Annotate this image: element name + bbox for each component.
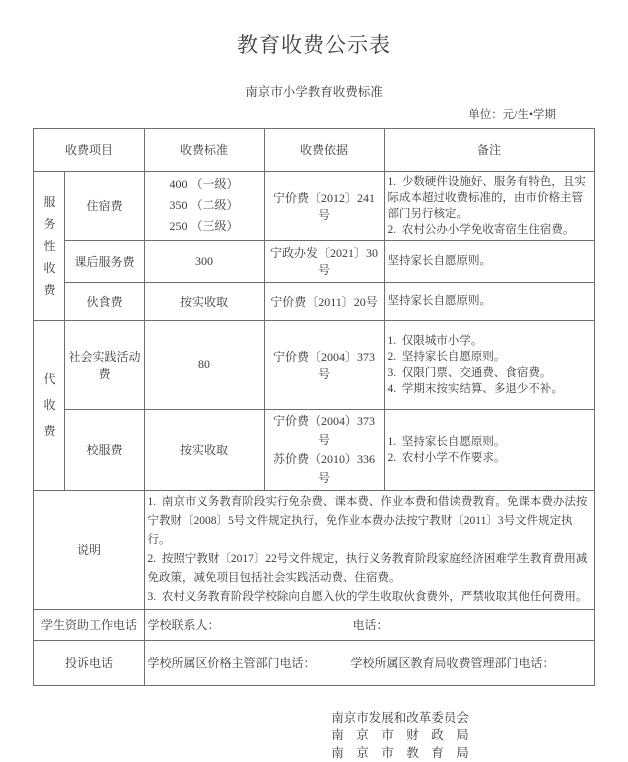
fee-standard-uniform: 按实收取 — [144, 409, 264, 490]
fee-standard-meal: 按实收取 — [144, 282, 264, 320]
fee-basis-meal: 宁价费〔2011〕20号 — [264, 282, 384, 320]
remark-line: 3. 仅限门票、交通费、食宿费。 — [387, 366, 552, 379]
remark-line: 2. 坚持家长自愿原则。 — [387, 350, 506, 363]
fee-item-meal: 伙食费 — [65, 282, 144, 320]
school-contact-label: 学校联系人： — [147, 618, 220, 633]
unit-note: 单位：元/生•学期 — [468, 109, 556, 122]
fee-remarks-after-school — [384, 240, 594, 282]
student-aid-phone-label: 学生资助工作电话 — [34, 609, 144, 640]
fee-item-uniform: 校服费 — [65, 409, 144, 490]
fee-basis-accommodation: 宁价费〔2012〕241号 — [264, 171, 384, 240]
remark-line: 2. 农村小学不作要求。 — [387, 451, 506, 464]
fee-basis-uniform — [264, 409, 384, 490]
remark-line: 1. 坚持家长自愿原则。 — [387, 435, 506, 448]
header-fee-standard: 收费标准 — [144, 128, 264, 171]
section-label-service-fees: 服务性收费 — [43, 194, 56, 297]
row-meal-fee — [34, 282, 594, 320]
basis-line-2: 苏价费（2010）336号 — [272, 451, 375, 485]
fee-basis-after-school: 宁政办发〔2021〕30号 — [264, 240, 384, 282]
section-cell-service-fees — [34, 171, 65, 320]
row-student-aid-phone — [34, 609, 594, 640]
standard-tier-2: 350 （二级） — [169, 198, 239, 213]
explanation-item: 3. 农村义务教育阶段学校除向自愿入伙的学生收取伙食费外，严禁收取其他任何费用。 — [147, 590, 588, 603]
row-complaint-phone — [34, 640, 594, 685]
header-fee-basis: 收费依据 — [264, 128, 384, 171]
fee-item-accommodation: 住宿费 — [65, 171, 144, 240]
fee-standard-social-practice: 80 — [144, 320, 264, 409]
standard-tier-3: 250 （三级） — [169, 219, 239, 234]
fee-remarks-accommodation — [384, 171, 594, 240]
standard-tier-block — [169, 174, 238, 237]
standard-tier-1: 400 （一级） — [169, 177, 239, 192]
fee-standard-accommodation — [144, 171, 264, 240]
row-explanation — [34, 490, 594, 609]
remark-line: 1. 仅限城市小学。 — [387, 334, 483, 347]
explanation-item: 1. 南京市义务教育阶段实行免杂费、课本费、作业本费和借读费教育。免课本费办法按宁教财〔2008〕5号文件规定执行，免作业本费办法按宁教财〔2011〕3号文件规定执行。 — [147, 495, 588, 546]
signature-line-finance-bureau: 南 京 市 财 政 局 — [331, 728, 469, 743]
fee-basis-social-practice: 宁价费〔2004〕373号 — [264, 320, 384, 409]
explanation-content — [144, 490, 594, 609]
header-remarks: 备注 — [384, 128, 594, 171]
signature-line-education-bureau: 南 京 市 教 育 局 — [331, 745, 469, 760]
page-title: 教育收费公示表 — [237, 33, 391, 57]
phone-label: 电话： — [352, 618, 389, 633]
signature-line-development-reform-commission: 南京市发展和改革委员会 — [331, 710, 469, 725]
complaint-phone-label: 投诉电话 — [34, 640, 144, 685]
fee-remarks-uniform — [384, 409, 594, 490]
fee-remarks-social-practice — [384, 320, 594, 409]
fee-standard-after-school: 300 — [144, 240, 264, 282]
row-after-school-service-fee — [34, 240, 594, 282]
footer-signatures — [325, 710, 475, 762]
remark-line: 1. 少数硬件设施好、服务有特色，且实际成本超过收费标准的，由市价格主管部门另行核定。 — [387, 175, 586, 220]
student-aid-phone-content — [144, 609, 594, 640]
basis-line-1: 宁价费（2004）373号 — [272, 413, 375, 447]
remark-line: 坚持家长自愿原则。 — [387, 295, 491, 308]
section-cell-agency-fees — [34, 320, 65, 490]
remark-line: 坚持家长自愿原则。 — [387, 255, 491, 268]
row-social-practice-fee — [34, 320, 594, 409]
complaint-phone-content — [144, 640, 594, 685]
fee-remarks-meal — [384, 282, 594, 320]
explanation-item: 2. 按照宁教财〔2017〕22号文件规定，执行义务教育阶段家庭经济困难学生教育费用减免政策，减免项目包括社会实践活动费、住宿费。 — [147, 552, 588, 584]
fee-item-social-practice: 社会实践活动费 — [65, 320, 144, 409]
remark-line: 2. 农村公办小学免收寄宿生住宿费。 — [387, 223, 575, 236]
explanation-label: 说明 — [34, 490, 144, 609]
edu-dept-phone-label: 学校所属区教育局收费管理部门电话： — [350, 656, 555, 671]
remark-line: 4. 学期末按实结算、多退少不补。 — [387, 382, 563, 395]
fee-table — [33, 128, 594, 686]
page-subtitle: 南京市小学教育收费标准 — [245, 85, 383, 100]
header-fee-item: 收费项目 — [34, 128, 144, 171]
price-dept-phone-label: 学校所属区价格主管部门电话： — [147, 656, 316, 671]
row-accommodation-fee — [34, 171, 594, 240]
section-label-agency-fees: 代收费 — [43, 372, 56, 439]
fee-item-after-school: 课后服务费 — [65, 240, 144, 282]
row-uniform-fee — [34, 409, 594, 490]
table-header-row — [34, 128, 594, 171]
